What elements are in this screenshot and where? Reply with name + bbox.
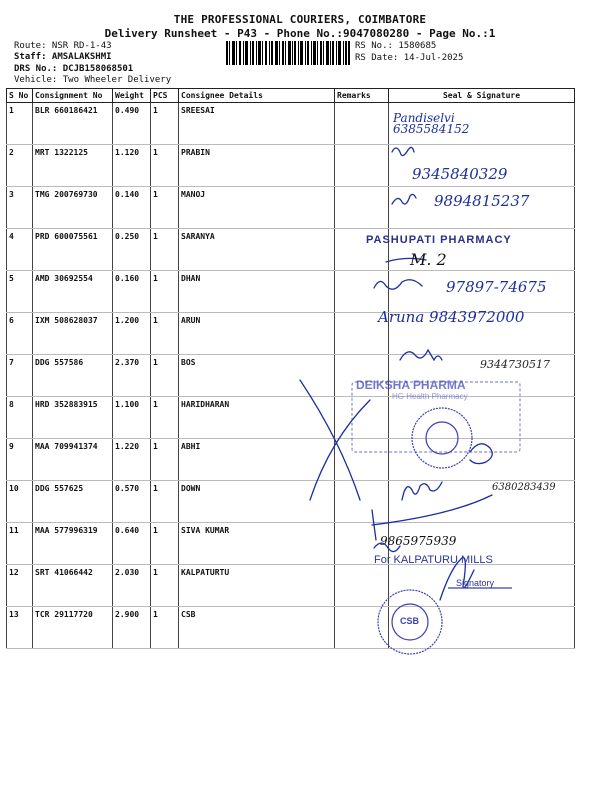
row-consignment-no: MAA 577996319: [33, 523, 113, 565]
rs-number: RS No.: 1580685: [355, 41, 437, 51]
row-consignee: SREESAI: [179, 103, 335, 145]
row-weight: 1.220: [113, 439, 151, 481]
row-sno: 9: [7, 439, 33, 481]
row-pcs: 1: [151, 229, 179, 271]
row-consignment-no: MRT 1322125: [33, 145, 113, 187]
staff-label: Staff: AMSALAKSHMI: [14, 52, 112, 62]
row-weight: 1.120: [113, 145, 151, 187]
stamp-deiksha-sub: HG Health Pharmacy: [392, 392, 468, 401]
row-pcs: 1: [151, 439, 179, 481]
round-stamp-row8: [412, 408, 472, 468]
stamp-deiksha: DEIKSHA PHARMA: [356, 378, 466, 392]
row-sno: 13: [7, 607, 33, 649]
handwriting-row7: 9344730517: [480, 358, 550, 371]
col-pcs-header: PCS: [151, 89, 179, 103]
handwriting-row5: 97897-74675: [446, 278, 547, 296]
row-consignment-no: TCR 29117720: [33, 607, 113, 649]
row-consignment-no: AMD 30692554: [33, 271, 113, 313]
row-pcs: 1: [151, 523, 179, 565]
row-weight: 1.200: [113, 313, 151, 355]
row-consignee: PRABIN: [179, 145, 335, 187]
handwriting-row12: 9865975939: [380, 534, 457, 548]
row-pcs: 1: [151, 355, 179, 397]
row-consignee: HARIDHARAN: [179, 397, 335, 439]
row-consignee: DHAN: [179, 271, 335, 313]
col-weight-header: Weight: [113, 89, 151, 103]
row-consignee: ARUN: [179, 313, 335, 355]
handwriting-row6: Aruna 9843972000: [378, 308, 525, 326]
row-pcs: 1: [151, 103, 179, 145]
row-weight: 2.370: [113, 355, 151, 397]
col-signature-header: Seal & Signature: [389, 89, 575, 103]
row-sno: 2: [7, 145, 33, 187]
col-consignee-header: Consignee Details: [179, 89, 335, 103]
row-weight: 0.140: [113, 187, 151, 229]
row-consignment-no: IXM 508628037: [33, 313, 113, 355]
row-consignee: SIVA KUMAR: [179, 523, 335, 565]
row-sno: 8: [7, 397, 33, 439]
page-title: THE PROFESSIONAL COURIERS, COIMBATORE: [173, 13, 427, 26]
handwriting-row3: 9894815237: [434, 192, 530, 210]
route-label: Route: NSR RD-1-43: [14, 41, 112, 51]
signature-row7: [400, 350, 442, 360]
row-pcs: 1: [151, 397, 179, 439]
row-consignee: SARANYA: [179, 229, 335, 271]
row-sno: 1: [7, 103, 33, 145]
row-weight: 0.640: [113, 523, 151, 565]
row-consignee: KALPATURTU: [179, 565, 335, 607]
col-remarks-header: Remarks: [335, 89, 389, 103]
row-consignment-no: HRD 352883915: [33, 397, 113, 439]
rs-date: RS Date: 14-Jul-2025: [355, 53, 464, 63]
col-sno-header: S No: [7, 89, 33, 103]
row-sno: 12: [7, 565, 33, 607]
row-consignee: DOWN: [179, 481, 335, 523]
row-sno: 11: [7, 523, 33, 565]
row-consignment-no: TMG 200769730: [33, 187, 113, 229]
row-consignment-no: BLR 660186421: [33, 103, 113, 145]
row-sno: 6: [7, 313, 33, 355]
row-consignee: MANOJ: [179, 187, 335, 229]
handwriting-row2: 9345840329: [412, 165, 508, 183]
col-consignment-header: Consignment No: [33, 89, 113, 103]
row-sno: 4: [7, 229, 33, 271]
row-weight: 2.030: [113, 565, 151, 607]
row-consignee: CSB: [179, 607, 335, 649]
cross-mark: [300, 380, 370, 500]
row-consignment-no: PRD 600075561: [33, 229, 113, 271]
row-weight: 0.250: [113, 229, 151, 271]
signature-row5: [374, 280, 422, 289]
signature-row10: [402, 482, 442, 500]
stamp-round-csb: CSB: [400, 616, 420, 626]
drs-label: DRS No.: DCJB158068501: [14, 64, 134, 74]
handwriting-row1: Pandiselvi 6385584152: [393, 111, 470, 136]
row-weight: 0.490: [113, 103, 151, 145]
row-consignee: ABHI: [179, 439, 335, 481]
row-pcs: 1: [151, 271, 179, 313]
stamp-signatory: Signatory: [456, 578, 495, 588]
row-pcs: 1: [151, 607, 179, 649]
row-consignment-no: DDG 557586: [33, 355, 113, 397]
row-pcs: 1: [151, 145, 179, 187]
row-pcs: 1: [151, 187, 179, 229]
signature-row3: [392, 194, 416, 204]
vehicle-label: Vehicle: Two Wheeler Delivery: [14, 75, 172, 85]
handwriting-row4: M. 2: [410, 250, 447, 269]
row-consignment-no: MAA 709941374: [33, 439, 113, 481]
row-sno: 10: [7, 481, 33, 523]
row-pcs: 1: [151, 313, 179, 355]
stamp-kalpaturu: For KALPATURU MILLS: [374, 554, 493, 566]
row-sno: 7: [7, 355, 33, 397]
handwriting-row10: 6380283439: [492, 482, 556, 493]
row-consignment-no: SRT 41066442: [33, 565, 113, 607]
row-pcs: 1: [151, 565, 179, 607]
signature-row9: [470, 444, 492, 464]
row-consignee: BOS: [179, 355, 335, 397]
row-sno: 5: [7, 271, 33, 313]
row-consignment-no: DDG 557625: [33, 481, 113, 523]
stamp-pashupati: PASHUPATI PHARMACY: [366, 234, 512, 246]
row-weight: 2.900: [113, 607, 151, 649]
row-weight: 0.160: [113, 271, 151, 313]
signature-row2: [392, 147, 414, 155]
row-pcs: 1: [151, 481, 179, 523]
row-weight: 0.570: [113, 481, 151, 523]
row-weight: 1.100: [113, 397, 151, 439]
row-sno: 3: [7, 187, 33, 229]
page-subtitle: Delivery Runsheet - P43 - Phone No.:9047080280 - Page No.:1: [104, 27, 496, 40]
